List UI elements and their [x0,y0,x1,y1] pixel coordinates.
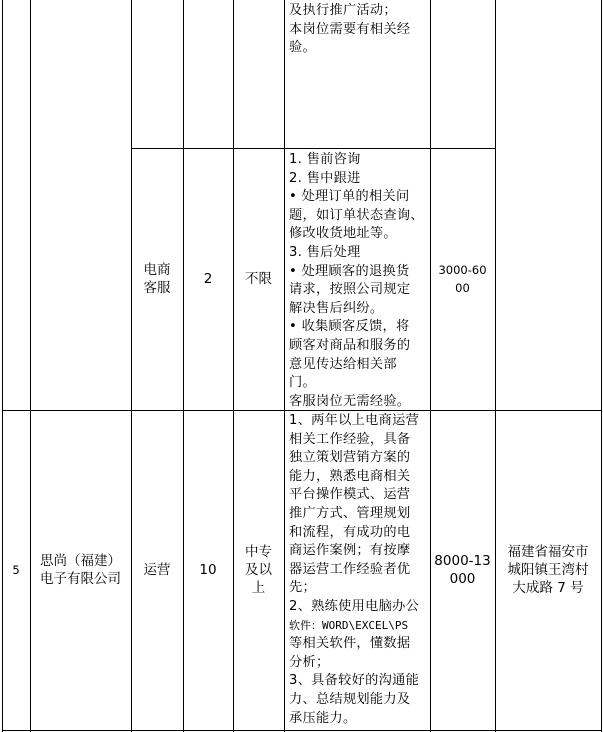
requirements-line: 请求，按照公司规定 [289,282,411,298]
grid-line [2,730,602,731]
ops-address-line: 城阳镇王湾村 [507,561,589,578]
requirements-line: 承压能力。 [289,710,357,726]
requirements-line: 器运营工作经验者优 [289,561,411,577]
requirements-line: 顾客对商品和服务的 [289,337,411,353]
requirements-line: 门。 [289,375,316,391]
ops-address-line: 福建省福安市 [507,543,589,560]
cs-position-line: 电商 [143,261,171,278]
requirements-line: 推广方式、管理规划 [289,505,411,521]
requirements-line: 2、熟练使用电脑办公 [289,598,420,614]
requirements-line: 力、总结规划能力及 [289,691,411,707]
requirements-line: 和流程，有成功的电 [289,524,411,540]
ops-headcount: 10 [199,561,217,578]
requirements-line: 相关工作经验，具备 [289,431,411,447]
ops-salary-line: 8000-13 [434,552,491,569]
requirements-line: 意见传达给相关部 [289,356,397,372]
ops-index-cell [2,410,30,730]
ops-education-line: 中专 [245,543,272,560]
requirements-line: 等相关软件，懂数据 [289,636,411,652]
requirements-line: 本岗位需要有相关经 [289,21,411,37]
cs-position-cell [131,148,183,410]
grid-line [284,0,285,732]
requirements-line: 1. 售前咨询 [289,152,361,167]
requirements-line: 客服岗位无需经验。 [289,393,411,409]
requirements-line: 题，如订单状态查询、 [289,207,424,223]
requirements-line: 3、具备较好的沟通能 [289,673,420,689]
requirements-line: 3. 售后处理 [289,244,361,260]
requirements-line: • 处理订单的相关问 [289,189,410,205]
requirements-line: • 处理顾客的退换货 [289,263,410,279]
requirements-line: 验。 [289,40,316,56]
ops-education-cell [233,410,284,730]
ops-position: 运营 [143,561,171,578]
requirements-line: 修改收货地址等。 [289,226,397,242]
cs-headcount: 2 [203,270,213,287]
cs-headcount-cell [183,148,233,410]
cs-salary-line: 00 [455,281,470,295]
ops-address-cell [495,410,601,730]
requirements-line: 商运作案例；有按摩 [289,543,411,559]
requirements-line: 2. 售中跟进 [289,170,361,186]
cs-education-cell [233,148,284,410]
cs-salary-line: 3000-60 [438,263,487,277]
requirements-line: 软件：WORD\EXCEL\PS [289,618,409,632]
ops-headcount-cell [183,410,233,730]
cs-requirements-cell [289,151,429,411]
ops-company-cell [30,410,131,730]
ops-education-line: 上 [251,580,266,597]
ops-position-cell [131,410,183,730]
top-row-requirements [289,2,429,58]
requirements-line: 先； [289,580,316,596]
requirements-line: 能力，熟悉电商相关 [289,468,411,484]
requirements-line: 及执行推广活动； [289,3,397,18]
requirements-line: 解决售后纠纷。 [289,300,384,316]
cs-position-line: 客服 [143,280,171,296]
grid-line [601,0,602,732]
ops-company-line: 思尚（福建） [40,552,121,569]
cs-salary-cell [430,148,495,410]
cs-education: 不限 [245,270,272,287]
requirements-line: 1、两年以上电商运营 [289,413,420,428]
ops-salary-cell [430,410,495,730]
ops-index: 5 [12,563,20,577]
requirements-line: 分析； [289,654,330,670]
requirements-line: 独立策划营销方案的 [289,450,411,466]
requirements-line: 平台操作模式、运营 [289,487,411,503]
ops-address-line: 大成路 7 号 [512,580,584,597]
ops-education-line: 及以 [245,561,272,578]
ops-salary-line: 000 [449,571,476,587]
ops-requirements-cell [289,412,429,728]
ops-company-line: 电子有限公司 [40,571,121,587]
requirements-line: • 收集顾客反馈，将 [289,319,410,335]
